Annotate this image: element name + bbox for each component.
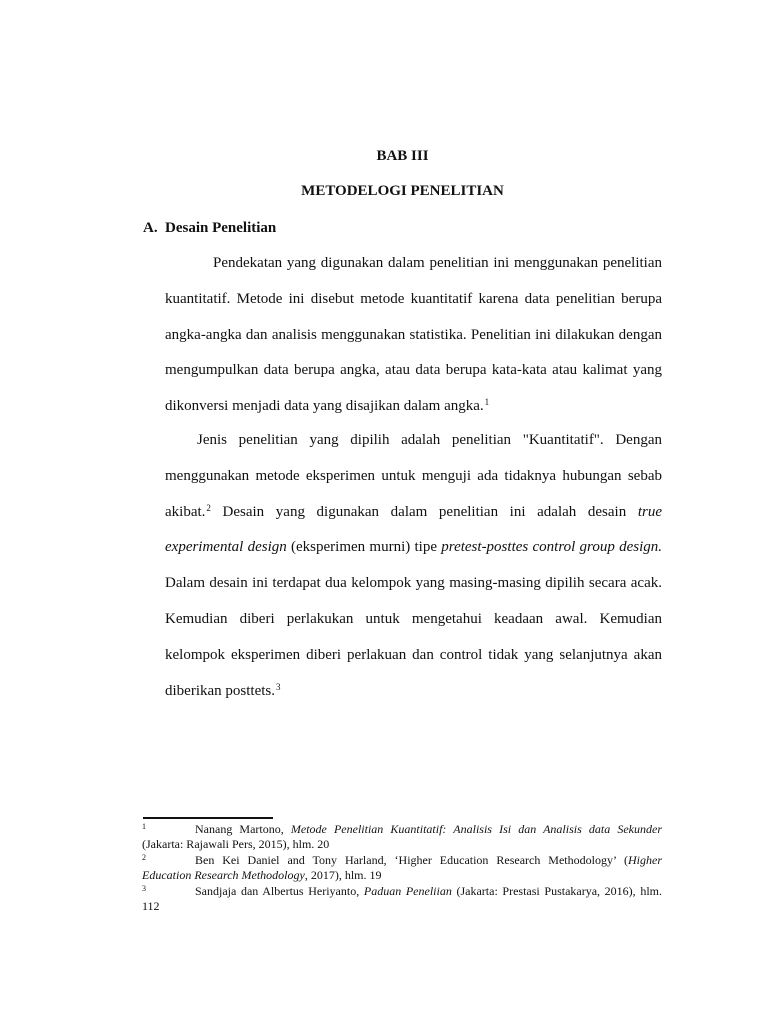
paragraph-2-text-1: Jenis penelitian yang dipilih adalah penelitian "Kuantitatif". Dengan menggunakan metode eksperimen untuk menguji ada tidaknya hubungan sebab akibat. xyxy=(165,432,662,520)
paragraph-2 xyxy=(165,423,662,709)
footnote-1-text-a: Nanang Martono, xyxy=(195,822,291,836)
footnote-ref-2[interactable]: 2 xyxy=(206,502,211,513)
paragraph-2-italic-2: pretest-posttes control group design. xyxy=(441,539,663,556)
paragraph-2-text-4: Dalam desain ini terdapat dua kelompok yang masing-masing dipilih secara acak. Kemudian diberi perlakukan untuk mengetahui keadaan awal. Kemudian kelompok eksperimen diberi perlakuan dan control tidak yang selanjutnya akan diberikan posttets. xyxy=(165,575,662,699)
footnote-3: 3 Sandjaja dan Albertus Heriyanto, Paduan Peneliian (Jakarta: Prestasi Pustakarya, 2016), hlm. 112 xyxy=(142,883,662,914)
footnote-3-text-b: (Jakarta: Prestasi Pustakarya, 2016), hlm. 112 xyxy=(142,883,662,914)
footnote-ref-1[interactable]: 1 xyxy=(484,397,490,408)
footnote-ref-3[interactable]: 3 xyxy=(275,681,281,692)
footnote-2-text-a: Ben Kei Daniel and Tony Harland, ‘Higher Education Research Methodology’ ( xyxy=(195,852,628,867)
paragraph-2-italic-1: true experimental design xyxy=(165,503,662,556)
paragraph-1-text: Pendekatan yang digunakan dalam penelitian ini menggunakan penelitian kuantitatif. Metode ini disebut metode kuantitatif karena data penelitian berupa angka-angka dan analisis menggunakan statistika. Penelitian ini dilakukan dengan mengumpulkan data berupa angka, atau data berupa kata-kata atau kalimat yang dikonversi menjadi data yang disajikan dalam angka. xyxy=(165,255,662,415)
footnote-2-text-b: , 2017), hlm. 19 xyxy=(304,868,382,883)
paragraph-2-text-3: (eksperimen murni) tipe xyxy=(286,539,442,556)
footnote-3-text-a: Sandjaja dan Albertus Heriyanto, xyxy=(195,883,364,898)
footnote-2-italic: Higher Education Research Methodology xyxy=(142,852,662,883)
chapter-heading: BAB III xyxy=(376,148,429,164)
section-number: A. xyxy=(143,220,158,236)
footnote-3-italic: Paduan Peneliian xyxy=(363,883,452,898)
footnote-1-text-b: (Jakarta: Rajawali Pers, 2015), hlm. 20 xyxy=(142,837,330,852)
footnote-2: 2 Ben Kei Daniel and Tony Harland, ‘Higher Education Research Methodology’ (Higher Education Research Methodology, 2017), hlm. 19 xyxy=(142,852,662,883)
chapter-title: METODELOGI PENELITIAN xyxy=(301,183,504,199)
footnote-1-italic: Metode Penelitian Kuantitatif: Analisis Isi dan Analisis data Sekunder xyxy=(290,822,662,836)
section-heading xyxy=(143,218,276,238)
footnotes xyxy=(142,822,662,914)
footnote-separator xyxy=(143,817,273,819)
section-title: Desain Penelitian xyxy=(165,220,277,236)
paragraph-1 xyxy=(165,246,662,425)
paragraph-2-text-2: Desain yang digunakan dalam penelitian ini adalah desain xyxy=(210,503,638,520)
footnote-1: 1 Nanang Martono, Metode Penelitian Kuantitatif: Analisis Isi dan Analisis data Sekunder (Jakarta: Rajawali Pers, 2015), hlm. 20 xyxy=(142,822,662,852)
